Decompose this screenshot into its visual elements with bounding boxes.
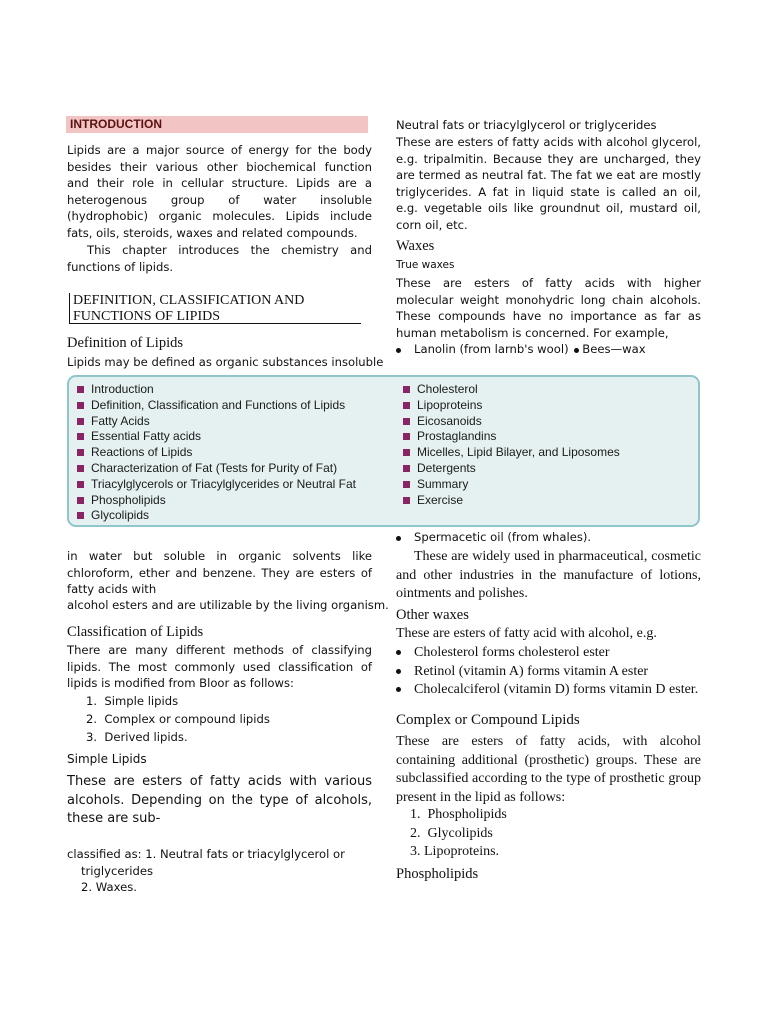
- classified-line-2: triglycerides: [81, 863, 154, 878]
- definition-heading: Definition of Lipids: [67, 335, 183, 351]
- classified-line-3: 2. Waxes.: [81, 880, 137, 894]
- other-waxes-paragraph: These are esters of fatty acid with alcohol, e.g.: [396, 626, 657, 641]
- square-bullet-icon: [77, 433, 84, 440]
- other-waxes-item: [396, 644, 698, 663]
- classification-list-item-label: 3. Derived lipids.: [86, 730, 188, 744]
- contents-item: [77, 477, 356, 493]
- complex-lipids-list-item: [410, 806, 507, 825]
- square-bullet-icon: [77, 449, 84, 456]
- contents-item-label: Characterization of Fat (Tests for Purity of Fat): [91, 460, 338, 475]
- square-bullet-icon: [77, 465, 84, 472]
- contents-item: [77, 398, 356, 414]
- chapter-contents-box: [67, 375, 700, 527]
- bullet-dot-icon: [396, 687, 401, 692]
- contents-item-label: Exercise: [417, 492, 464, 507]
- square-bullet-icon: [403, 497, 410, 504]
- bullet-bees: Bees—wax: [572, 342, 645, 356]
- bullet-dot-icon: [396, 669, 401, 674]
- contents-item: [403, 382, 620, 398]
- definition-paragraph-end: alcohol esters and are utilizable by the living organism.: [67, 598, 389, 612]
- contents-item-label: Glycolipids: [91, 508, 150, 523]
- other-waxes-item-label: Cholesterol forms cholesterol ester: [414, 645, 610, 660]
- contents-item: [403, 493, 620, 509]
- waxes-uses-paragraph: These are widely used in pharmaceutical, cosmetic and other industries in the manufacture of lotions, ointments and polishes.: [396, 549, 701, 601]
- square-bullet-icon: [77, 402, 84, 409]
- other-waxes-item-label: Retinol (vitamin A) forms vitamin A ester: [414, 663, 649, 679]
- contents-item: [403, 398, 620, 414]
- simple-lipids-paragraph: These are esters of fatty acids with various alcohols. Depending on the type of alcohols, these are sub-: [67, 774, 372, 826]
- other-waxes-item-label: Cholecalciferol (vitamin D) forms vitamin D ester.: [414, 682, 699, 697]
- bullet-dot-icon: [396, 536, 401, 541]
- complex-lipids-list-item: [410, 843, 507, 862]
- classified-line-1: classified as: 1. Neutral fats or triacylglycerol or: [67, 847, 345, 861]
- contents-item: [77, 445, 356, 461]
- square-bullet-icon: [77, 418, 84, 425]
- classification-paragraph: There are many different methods of classifying lipids. The most commonly used classification of lipids is modified from Bloor as follows:: [67, 643, 372, 690]
- other-waxes-list: [396, 644, 698, 700]
- contents-item: [403, 429, 620, 445]
- square-bullet-icon: [403, 481, 410, 488]
- complex-lipids-list-item-label: 1. Phospholipids: [410, 807, 507, 822]
- contents-item: [77, 382, 356, 398]
- contents-item: [77, 429, 356, 445]
- section-heading-rule: [69, 323, 361, 324]
- section-heading: [73, 293, 304, 324]
- contents-item-label: Cholesterol: [417, 382, 478, 396]
- contents-item-label: Lipoproteins: [417, 397, 483, 412]
- classified-as-block: [67, 846, 345, 896]
- square-bullet-icon: [403, 465, 410, 472]
- contents-list-left: [77, 382, 356, 524]
- neutral-fats-paragraph: These are esters of fatty acids with alcohol glycerol, e.g. tripalmitin. Because they are uncharged, they are termed as neutral fat. The fat we eat are mostly triglycerides. A fat in liquid state is called an oil, e.g. vegetable oils like groundnut oil, mustard oil, corn oil, etc.: [396, 135, 701, 232]
- contents-item-label: Detergents: [417, 460, 476, 475]
- other-waxes-heading: Other waxes: [396, 607, 469, 623]
- introduction-heading: INTRODUCTION: [70, 117, 162, 131]
- square-bullet-icon: [403, 433, 410, 440]
- introduction-paragraph: Lipids are a major source of energy for the body besides their various other biochemical function and their role in cellular structure. Lipids are a heterogenous group of water insoluble (hydrophobic) organic molecules. Lipids include fats, oils, steroids, waxes and related compounds.: [67, 143, 372, 240]
- true-waxes-paragraph: These are esters of fatty acids with higher molecular weight monohydric long chain alcohols. These compounds have no importance as far as human metabolism is concerned. For example,: [396, 276, 701, 340]
- contents-item-label: Eicosanoids: [417, 413, 482, 428]
- square-bullet-icon: [403, 402, 410, 409]
- contents-item-label: Definition, Classification and Functions of Lipids: [91, 397, 346, 412]
- classification-list-item: [86, 728, 270, 746]
- contents-item: [77, 461, 356, 477]
- contents-item-label: Introduction: [91, 382, 154, 396]
- contents-item: [403, 461, 620, 477]
- classification-list-item-label: 1. Simple lipids: [86, 694, 179, 708]
- true-waxes-heading: True waxes: [396, 259, 455, 271]
- waxes-heading: Waxes: [396, 238, 435, 254]
- square-bullet-icon: [403, 386, 410, 393]
- contents-item: [403, 414, 620, 430]
- square-bullet-icon: [403, 449, 410, 456]
- square-bullet-icon: [77, 386, 84, 393]
- contents-item: [77, 508, 356, 524]
- square-bullet-icon: [77, 481, 84, 488]
- phospholipids-heading: Phospholipids: [396, 866, 479, 882]
- contents-item-label: Summary: [417, 476, 469, 491]
- contents-item: [77, 414, 356, 430]
- definition-paragraph-continued: in water but soluble in organic solvents like chloroform, ether and benzene. They are esters of fatty acids with: [67, 549, 372, 596]
- contents-item-label: Reactions of Lipids: [91, 445, 193, 460]
- classification-list-item-label: 2. Complex or compound lipids: [86, 712, 270, 726]
- contents-item-label: Essential Fatty acids: [91, 429, 202, 444]
- contents-item-label: Triacylglycerols or Triacylglycerides or Neutral Fat: [91, 476, 356, 491]
- contents-item-label: Prostaglandins: [417, 429, 497, 444]
- complex-lipids-list-item-label: 3. Lipoproteins.: [410, 844, 500, 859]
- complex-lipids-list: [410, 806, 507, 862]
- other-waxes-item: [396, 681, 698, 700]
- classification-list: [86, 692, 270, 746]
- square-bullet-icon: [403, 418, 410, 425]
- introduction-heading-box: [66, 116, 368, 133]
- complex-lipids-heading: Complex or Compound Lipids: [396, 712, 580, 728]
- square-bullet-icon: [77, 512, 84, 519]
- square-bullet-icon: [77, 497, 84, 504]
- bullet-spermacetic: Spermacetic oil (from whales).: [396, 530, 591, 544]
- complex-lipids-list-item: [410, 825, 507, 844]
- section-heading-line-2: FUNCTIONS OF LIPIDS: [73, 308, 221, 324]
- contents-item: [403, 477, 620, 493]
- contents-item: [77, 493, 356, 509]
- section-heading-bar: [69, 293, 70, 323]
- contents-item-label: Fatty Acids: [91, 413, 150, 428]
- neutral-fats-heading: Neutral fats or triacylglycerol or triglycerides: [396, 118, 657, 132]
- contents-item: [403, 445, 620, 461]
- complex-lipids-paragraph: These are esters of fatty acids, with alcohol containing additional (prosthetic) groups. These are subclassified according to the type of prosthetic group present in the lipid as follows:: [396, 734, 701, 805]
- contents-item-label: Phospholipids: [91, 492, 166, 507]
- classification-heading: Classification of Lipids: [67, 624, 204, 640]
- section-heading-line-1: DEFINITION, CLASSIFICATION AND: [73, 293, 305, 308]
- classification-list-item: [86, 692, 270, 710]
- introduction-paragraph-2: This chapter introduces the chemistry and functions of lipids.: [67, 243, 372, 274]
- classification-list-item: [86, 710, 270, 728]
- contents-item-label: Micelles, Lipid Bilayer, and Liposomes: [417, 445, 620, 460]
- bullet-dot-icon: [396, 650, 401, 655]
- lanolin-bees-line: [396, 342, 646, 356]
- contents-list-right: [403, 382, 620, 508]
- bullet-dot-icon: [396, 348, 401, 353]
- bullet-dot-icon: [574, 348, 579, 353]
- simple-lipids-heading: Simple Lipids: [67, 752, 147, 766]
- definition-paragraph-start: Lipids may be defined as organic substances insoluble: [67, 355, 384, 369]
- complex-lipids-list-item-label: 2. Glycolipids: [410, 825, 493, 841]
- other-waxes-item: [396, 663, 698, 682]
- bullet-lanolin: Lanolin (from larnb's wool): [396, 342, 569, 356]
